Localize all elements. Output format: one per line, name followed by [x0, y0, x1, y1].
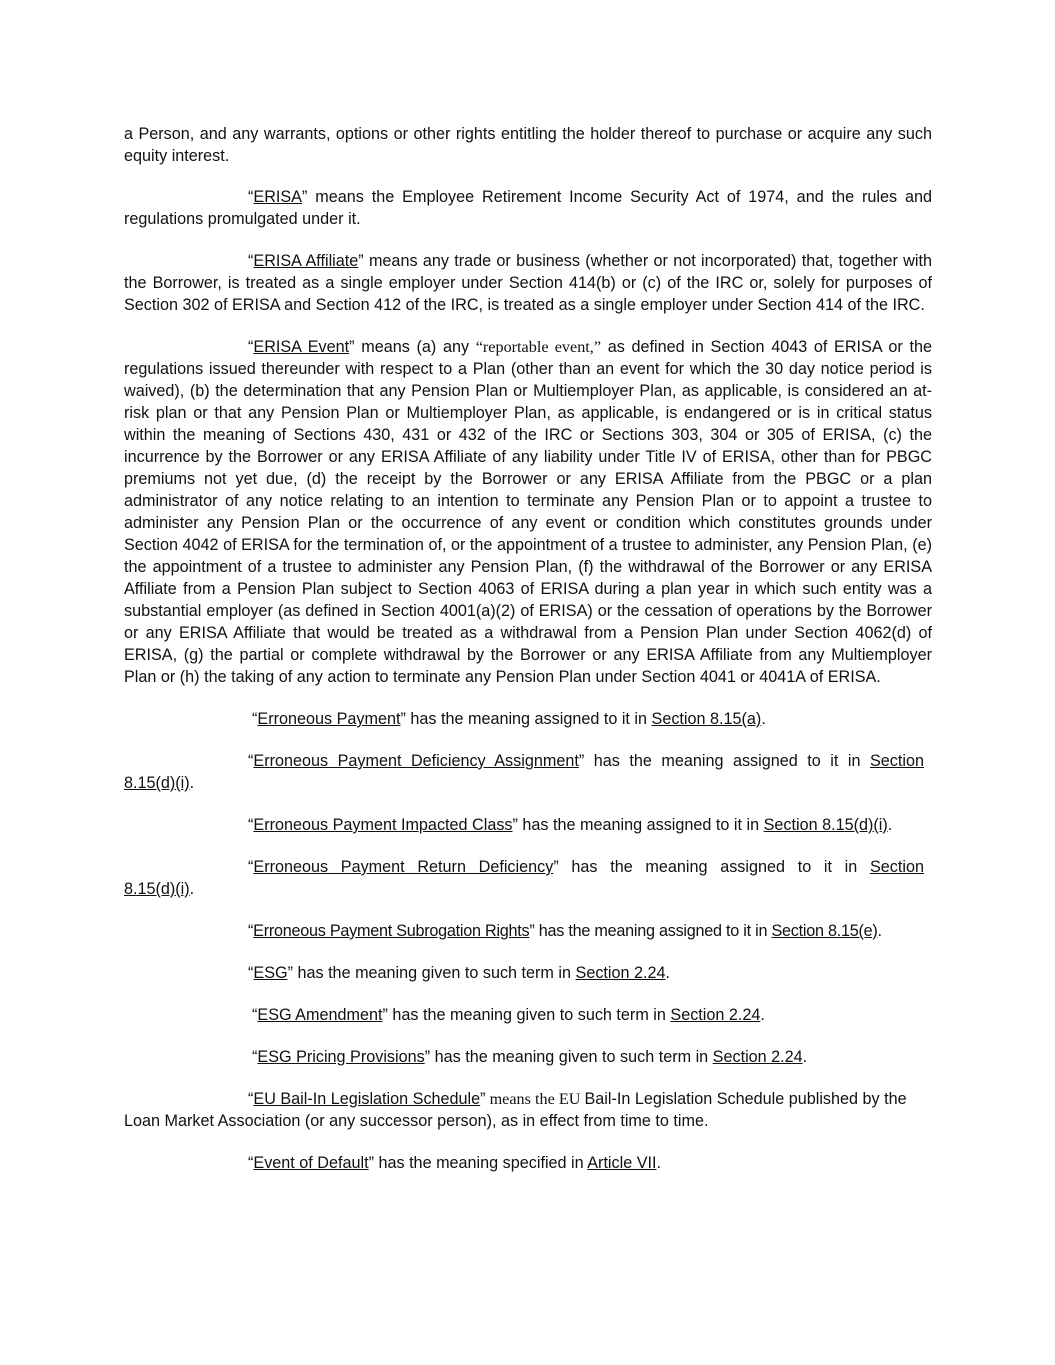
definition-erroneous-payment	[124, 708, 932, 730]
document-page	[124, 123, 932, 1194]
section-reference: Section 8.15(d)(i)	[763, 816, 888, 834]
open-quote: “	[248, 1154, 254, 1172]
close-quote: ”	[400, 710, 406, 728]
period: .	[665, 964, 671, 982]
section-reference: 8.15(d)(i)	[124, 774, 190, 792]
close-quote: ”	[287, 964, 293, 982]
continuation-paragraph: a Person, and any warrants, options or other rights entitling the holder thereof to purchase or acquire any such equity interest.	[124, 125, 932, 165]
section-reference: Section 2.24	[712, 1048, 803, 1066]
section-reference: Section 8.15(e)	[771, 922, 878, 940]
definition-text: Bail-In Legislation Schedule published by the Loan Market Association (or any successor person), as in effect from time to time.	[124, 1090, 907, 1130]
defined-term: Erroneous Payment Subrogation Rights	[253, 922, 530, 940]
definition-continuation	[124, 772, 932, 794]
close-quote: ”	[358, 252, 364, 270]
open-quote: “	[248, 752, 254, 770]
period: .	[656, 1154, 662, 1172]
section-reference: Section 2.24	[575, 964, 666, 982]
definition-text: has the meaning specified in	[373, 1154, 588, 1172]
defined-term: ERISA Event	[253, 338, 350, 356]
definition-text: means the EU	[485, 1090, 585, 1108]
section-reference: 8.15(d)(i)	[124, 880, 190, 898]
definition-ep-impacted-class	[124, 814, 932, 836]
open-quote: “	[248, 188, 254, 206]
period: .	[189, 774, 195, 792]
article-reference: Article VII	[587, 1154, 657, 1172]
period: .	[761, 710, 766, 728]
definition-text: means the Employee Retirement Income Security Act of 1974, and the rules and regulations promulgated under it.	[124, 188, 932, 228]
section-reference: Section	[869, 858, 924, 876]
definition-continuation	[124, 878, 932, 900]
open-quote: “	[248, 338, 254, 356]
open-quote: “	[248, 964, 254, 982]
period: .	[189, 880, 195, 898]
defined-term: ESG Pricing Provisions	[257, 1048, 425, 1066]
close-quote: ”	[382, 1006, 388, 1024]
close-quote: ”	[512, 816, 518, 834]
definition-text: has the meaning given to such term in	[430, 1048, 713, 1066]
period: .	[802, 1048, 808, 1066]
definition-esg	[124, 962, 932, 984]
open-quote: “	[248, 1090, 254, 1108]
section-reference: Section 2.24	[670, 1006, 761, 1024]
open-quote: “	[252, 710, 258, 728]
section-reference: Section	[870, 752, 924, 770]
defined-term: Erroneous Payment Impacted Class	[253, 816, 513, 834]
definition-text: has the meaning assigned to it in	[558, 858, 870, 876]
defined-term: ESG	[253, 964, 288, 982]
definition-erisa	[124, 186, 932, 230]
definition-line	[124, 856, 924, 878]
close-quote: ”	[424, 1048, 431, 1066]
period: .	[877, 922, 882, 940]
definition-text: has the meaning given to such term in	[387, 1006, 671, 1024]
open-quote: “	[248, 816, 254, 834]
open-quote: “	[248, 858, 254, 876]
definition-text: means any trade or business (whether or not incorporated) that, together with the Borrower, is treated as a single employer under Section 414(b) or (c) of the IRC or, solely for purposes of Section 302 of ERISA and Section 412 of the IRC, is treated as a single employer under Section 414 of the IRC.	[124, 252, 932, 314]
definition-text: as defined in Section 4043 of ERISA or the regulations issued thereunder with respect to a Plan (other than an event for which the 30 day notice period is waived), (b) the determination that any Pension Plan or Multiemployer Plan, as applicable, is considered an at-risk plan or that any Pension Plan or Multiemployer Plan, as applicable, is endangered or is in critical status within the meaning of Sections 430, 431 or 432 of the IRC or Sections 303, 304 or 305 of ERISA, (c) the incurrence by the Borrower or any ERISA Affiliate of any liability under Title IV of ERISA, other than for PBGC premiums not yet due, (d) the receipt by the Borrower or any ERISA Affiliate from the PBGC or a plan administrator of any notice relating to an intention to terminate any Pension Plan or to appoint a trustee to administer any Pension Plan or the occurrence of any event or condition which constitutes grounds under Section 4042 of ERISA for the termination of, or the appointment of a trustee to administer, any Pension Plan, (e) the appointment of a trustee to administer any Pension Plan, (f) the withdrawal of the Borrower or any ERISA Affiliate from a Pension Plan subject to Section 4063 of ERISA during a plan year in which such entity was a substantial employer (as defined in Section 4001(a)(2) of ERISA) or the cessation of operations by the Borrower or any ERISA Affiliate that would be treated as a withdrawal from a Pension Plan under Section 4062(d) of ERISA, (g) the partial or complete withdrawal by the Borrower or any ERISA Affiliate from any Multiemployer Plan or (h) the taking of any action to terminate any Pension Plan under Section 4041 or 4041A of ERISA.	[124, 338, 932, 686]
definition-ep-return-deficiency	[124, 856, 932, 900]
open-quote: “	[248, 252, 254, 270]
defined-term: Erroneous Payment Deficiency Assignment	[253, 752, 579, 770]
definition-line	[124, 750, 924, 772]
definition-esg-amendment	[124, 1004, 932, 1026]
definition-text: has the meaning assigned to it in	[517, 816, 764, 834]
definition-text: has the meaning assigned to it in	[405, 710, 652, 728]
defined-term: ERISA Affiliate	[253, 252, 359, 270]
definition-ep-subrogation	[124, 920, 932, 942]
defined-term: EU Bail-In Legislation Schedule	[253, 1090, 481, 1108]
period: .	[760, 1006, 765, 1024]
defined-term: Erroneous Payment	[257, 710, 401, 728]
open-quote: “	[252, 1048, 258, 1066]
period: .	[887, 816, 893, 834]
definition-erisa-affiliate	[124, 250, 932, 316]
defined-term: ERISA	[253, 188, 302, 206]
close-quote: ”	[529, 922, 535, 940]
definition-event-of-default	[124, 1152, 932, 1174]
definition-text: means (a) any	[354, 338, 476, 356]
close-quote: ”	[553, 858, 559, 876]
definition-text: has the meaning assigned to it in	[534, 922, 772, 940]
open-quote: “	[252, 1006, 258, 1024]
open-quote: “	[248, 922, 254, 940]
close-quote: ”	[578, 752, 585, 770]
defined-term: Erroneous Payment Return Deficiency	[253, 858, 554, 876]
definition-esg-pricing	[124, 1046, 932, 1068]
definition-eu-bailin	[124, 1088, 932, 1132]
defined-term: ESG Amendment	[257, 1006, 383, 1024]
close-quote: ”	[301, 188, 308, 206]
close-quote: ”	[368, 1154, 374, 1172]
definition-text: has the meaning given to such term in	[292, 964, 576, 982]
close-quote: ”	[480, 1090, 486, 1108]
definition-erisa-event	[124, 336, 932, 688]
defined-term: Event of Default	[253, 1154, 369, 1172]
quoted-phrase: “reportable event,”	[475, 338, 602, 356]
close-quote: ”	[349, 338, 355, 356]
definition-epd-assignment	[124, 750, 932, 794]
definition-text: has the meaning assigned to it in	[584, 752, 870, 770]
section-reference: Section 8.15(a)	[651, 710, 762, 728]
